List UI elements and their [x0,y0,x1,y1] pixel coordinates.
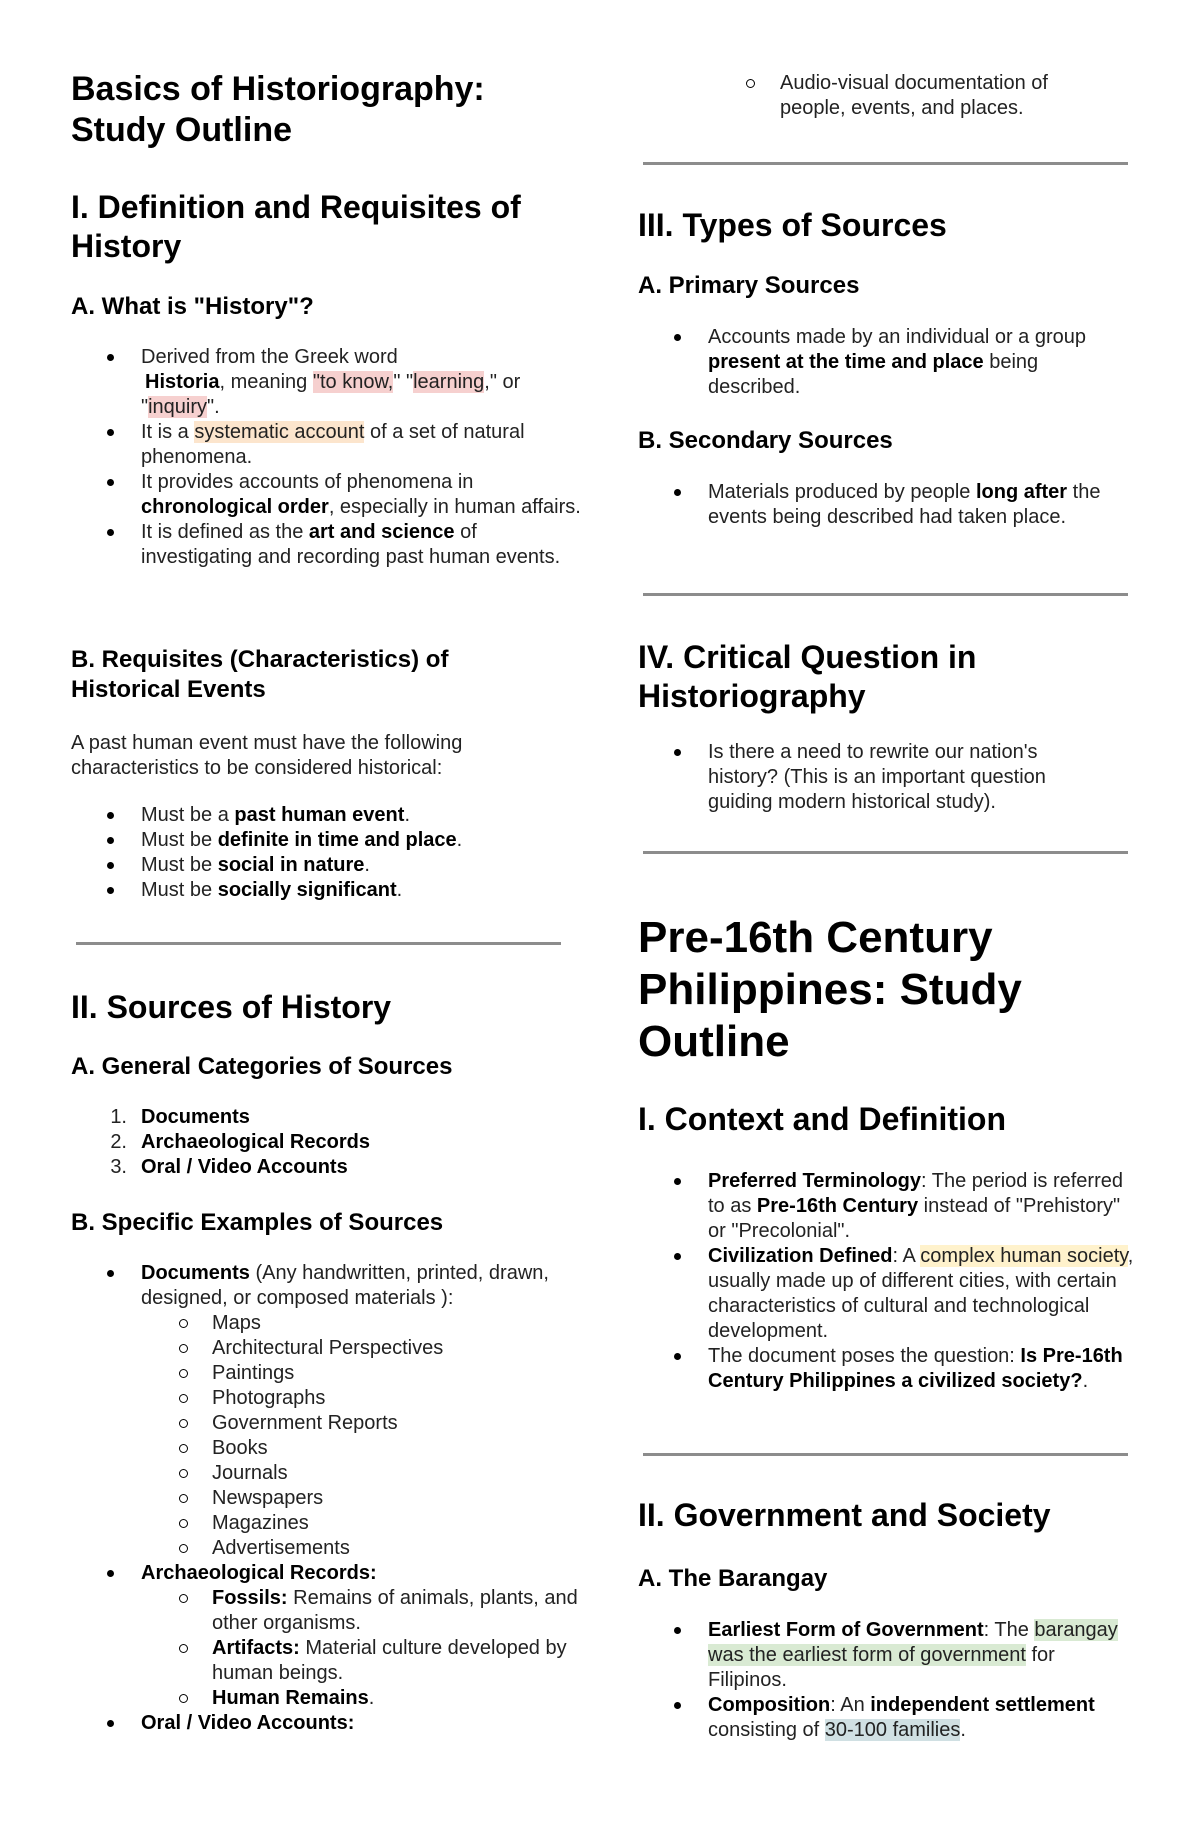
list-item: 2. Archaeological Records [110,1131,370,1153]
section-1a-heading: A. What is "History"? [71,293,314,320]
section-2a-heading: A. General Categories of Sources [71,1053,453,1080]
list-item: Composition: An independent settlement consisting of 30-100 families. [638,1693,1138,1743]
list-item: 3. Oral / Video Accounts [110,1156,348,1178]
list-item: Must be definite in time and place. [71,828,581,853]
bullet-icon [107,529,114,536]
critical-question-list [638,740,1108,815]
list-item: Architectural Perspectives [71,1336,581,1361]
specific-sources-list [71,1261,581,1311]
list-item: Earliest Form of Government: The barangay was the earliest form of government for Filipinos. [638,1618,1138,1693]
list-item: The document poses the question: Is Pre-16th Century Philippines a civilized society?. [638,1344,1138,1394]
section-divider [643,593,1128,596]
section-4-heading: IV. Critical Question in Historiography [638,639,977,714]
section-divider [643,162,1128,165]
bullet-icon [107,1270,114,1277]
bullet-icon [107,887,114,894]
bullet-icon [674,489,681,496]
section-3b-heading: B. Secondary Sources [638,427,893,454]
government-heading: II. Government and Society [638,1497,1051,1533]
context-heading: I. Context and Definition [638,1101,1006,1137]
list-item: Archaeological Records: [71,1561,581,1586]
bullet-icon [179,1494,188,1503]
bullet-icon [674,1178,681,1185]
bullet-icon [179,1369,188,1378]
bullet-icon [179,1644,188,1653]
source-categories-list [71,1105,581,1180]
bullet-icon [179,1469,188,1478]
list-item: 1. Documents [110,1106,250,1128]
list-item: Advertisements [71,1536,581,1561]
section-divider [76,942,561,945]
list-item: Artifacts: Material culture developed by human beings. [71,1636,581,1686]
secondary-sources-list [638,480,1128,530]
doc-title: Basics of Historiography: Study Outline [71,70,485,149]
bullet-icon [179,1594,188,1603]
primary-sources-list [638,325,1128,400]
bullet-icon [674,1253,681,1260]
bullet-icon [179,1394,188,1403]
bullet-icon [107,837,114,844]
list-item: It provides accounts of phenomena in chronological order, especially in human affairs. [71,470,581,520]
list-item: Books [71,1436,581,1461]
section-2-heading: II. Sources of History [71,989,392,1025]
bullet-icon [674,749,681,756]
bullet-icon [107,429,114,436]
list-item: Audio-visual documentation of people, events, and places. [638,71,1098,121]
list-item: It is defined as the art and science of investigating and recording past human events. [71,520,581,570]
bullet-icon [179,1544,188,1553]
bullet-icon [179,1319,188,1328]
section-divider [643,851,1128,854]
bullet-icon [179,1519,188,1528]
section-2b-heading: B. Specific Examples of Sources [71,1209,444,1236]
bullet-icon [107,812,114,819]
list-item: Accounts made by an individual or a group present at the time and place being described. [638,325,1128,400]
list-item: Documents (Any handwritten, printed, drawn, designed, or composed materials ): [71,1261,581,1311]
bullet-icon [107,862,114,869]
list-item: It is a systematic account of a set of natural phenomena. [71,420,581,470]
list-item: Civilization Defined: A complex human society, usually made up of different cities, with certain characteristics of cultural and technological development. [638,1244,1138,1344]
list-item: Fossils: Remains of animals, plants, and other organisms. [71,1586,581,1636]
barangay-list [638,1618,1138,1743]
bullet-icon [674,334,681,341]
list-item: Must be social in nature. [71,853,581,878]
section-1b-heading: B. Requisites (Characteristics) of Historical Events [71,646,449,703]
requisites-intro: A past human event must have the following characteristics to be considered historical: [71,732,463,779]
bullet-icon [107,354,114,361]
list-item: Materials produced by people long after the events being described had taken place. [638,480,1128,530]
requisites-list [71,803,581,903]
list-item: Newspapers [71,1486,581,1511]
list-item: Human Remains. [71,1686,581,1711]
oral-accounts-list [638,71,1098,121]
barangay-heading: A. The Barangay [638,1565,828,1592]
section-1-heading: I. Definition and Requisites of History [71,189,521,264]
list-item: Paintings [71,1361,581,1386]
bullet-icon [746,79,755,88]
archaeological-list [71,1561,581,1736]
list-item: Preferred Terminology: The period is referred to as Pre-16th Century instead of "Prehistory" or "Precolonial". [638,1169,1138,1244]
bullet-icon [179,1444,188,1453]
context-list [638,1169,1138,1394]
bullet-icon [107,1570,114,1577]
list-item: Photographs [71,1386,581,1411]
document-types-list [71,1311,581,1561]
bullet-icon [674,1353,681,1360]
list-item: Derived from the Greek word Historia, meaning "to know," "learning," or "inquiry". [71,345,581,420]
bullet-icon [107,1720,114,1727]
list-item: Must be a past human event. [71,803,581,828]
section-3-heading: III. Types of Sources [638,207,947,243]
list-item: Journals [71,1461,581,1486]
bullet-icon [674,1627,681,1634]
bullet-icon [179,1419,188,1428]
doc2-title: Pre-16th Century Philippines: Study Outline [638,913,1022,1066]
bullet-icon [179,1694,188,1703]
list-item: Is there a need to rewrite our nation's history? (This is an important question guiding modern historical study). [638,740,1108,815]
bullet-icon [674,1702,681,1709]
list-item: Must be socially significant. [71,878,581,903]
list-item: Maps [71,1311,581,1336]
list-item: Government Reports [71,1411,581,1436]
bullet-icon [179,1344,188,1353]
section-divider [643,1453,1128,1456]
list-item: Magazines [71,1511,581,1536]
bullet-icon [107,479,114,486]
history-definition-list [71,345,581,570]
list-item: Oral / Video Accounts: [71,1711,581,1736]
section-3a-heading: A. Primary Sources [638,272,860,299]
